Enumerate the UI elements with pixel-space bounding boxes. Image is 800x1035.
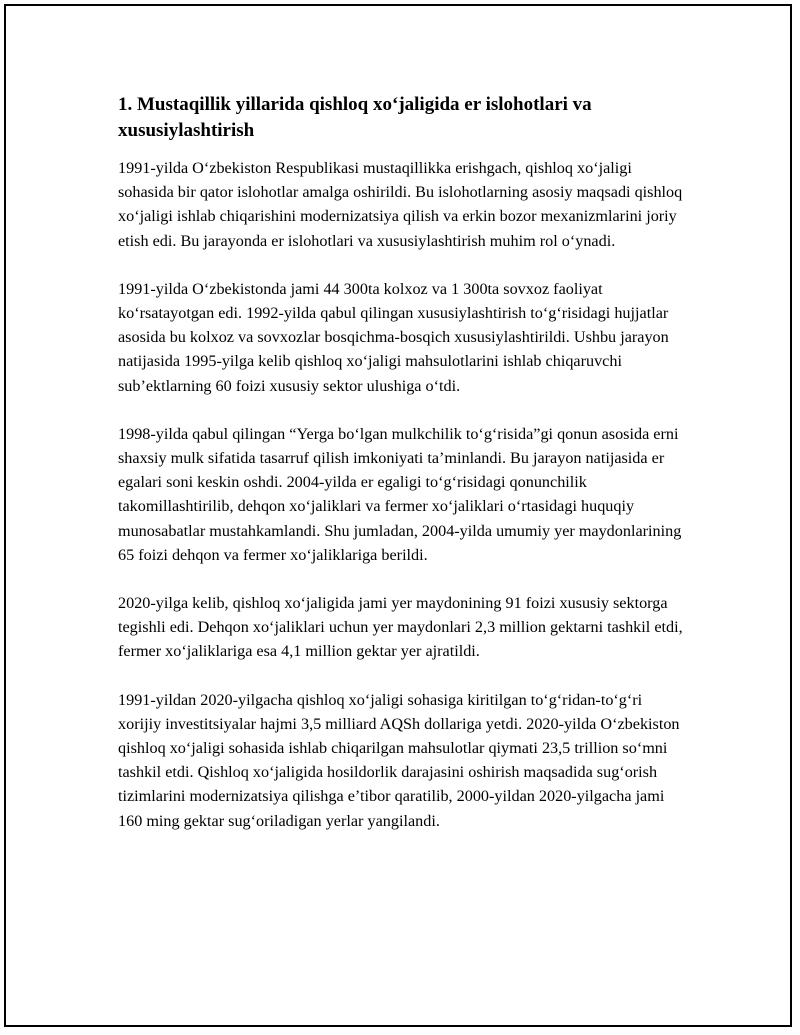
document-body [118,92,688,857]
paragraph-1: 1991-yilda O‘zbekiston Respublikasi mustaqillikka erishgach, qishloq xo‘jaligi sohasida bir qator islohotlar amalga oshirildi. Bu islohotlarning asosiy maqsadi qishloq xo‘jaligi ishlab chiqarishini modernizatsiya qilish va erkin bozor mexanizmlarini joriy etish edi. Bu jarayonda er islohotlari va xususiylashtirish muhim rol o‘ynadi. [118,159,683,250]
paragraph-5: 1991-yildan 2020-yilgacha qishloq xo‘jaligi sohasiga kiritilgan to‘g‘ridan-to‘g‘ri xorijiy investitsiyalar hajmi 3,5 milliard AQSh dollariga yetdi. 2020-yilda O‘zbekiston qishloq xo‘jaligi sohasida ishlab chiqarilgan mahsulotlar qiymati 23,5 trillion so‘mni tashkil etdi. Qishloq xo‘jaligida hosildorlik darajasini oshirish maqsadida sug‘orish tizimlarini modernizatsiya qilishga e’tibor qaratilib, 2000-yildan 2020-yilgacha jami 160 ming gektar sug‘oriladigan yerlar yangilandi. [118,690,680,830]
paragraph-3: 1998-yilda qabul qilingan “Yerga bo‘lgan mulkchilik to‘g‘risida”gi qonun asosida erni shaxsiy mulk sifatida tasarruf qilish imkoniyati ta’minlandi. Bu jarayon natijasida er egalari soni keskin oshdi. 2004-yilda er egaligi to‘g‘risidagi qonunchilik takomillashtirilib, dehqon xo‘jaliklari va fermer xo‘jaliklari o‘rtasidagi huquqiy munosabatlar mustahkamlandi. Shu jumladan, 2004-yilda umumiy yer maydonlarining 65 foizi dehqon va fermer xo‘jaliklariga berildi. [118,424,682,564]
paragraph-4: 2020-yilga kelib, qishloq xo‘jaligida jami yer maydonining 91 foizi xususiy sektorga tegishli edi. Dehqon xo‘jaliklari uchun yer maydonlari 2,3 million gektarni tashkil etdi, fermer xo‘jaliklariga esa 4,1 million gektar yer ajratildi. [118,594,683,661]
paragraph-2: 1991-yilda O‘zbekistonda jami 44 300ta kolxoz va 1 300ta sovxoz faoliyat ko‘rsatayotgan edi. 1992-yilda qabul qilingan xususiylashtirish to‘g‘risidagi hujjatlar asosida bu kolxoz va sovxozlar bosqichma-bosqich xususiylashtirildi. Ushbu jarayon natijasida 1995-yilga kelib qishloq xo‘jaligi mahsulotlarini ishlab chiqaruvchi sub’ektlarning 60 foizi xususiy sektor ulushiga o‘tdi. [118,279,669,395]
section-heading: 1. Mustaqillik yillarida qishloq xo‘jaligida er islohotlari va xususiylashtirish [118,94,592,141]
